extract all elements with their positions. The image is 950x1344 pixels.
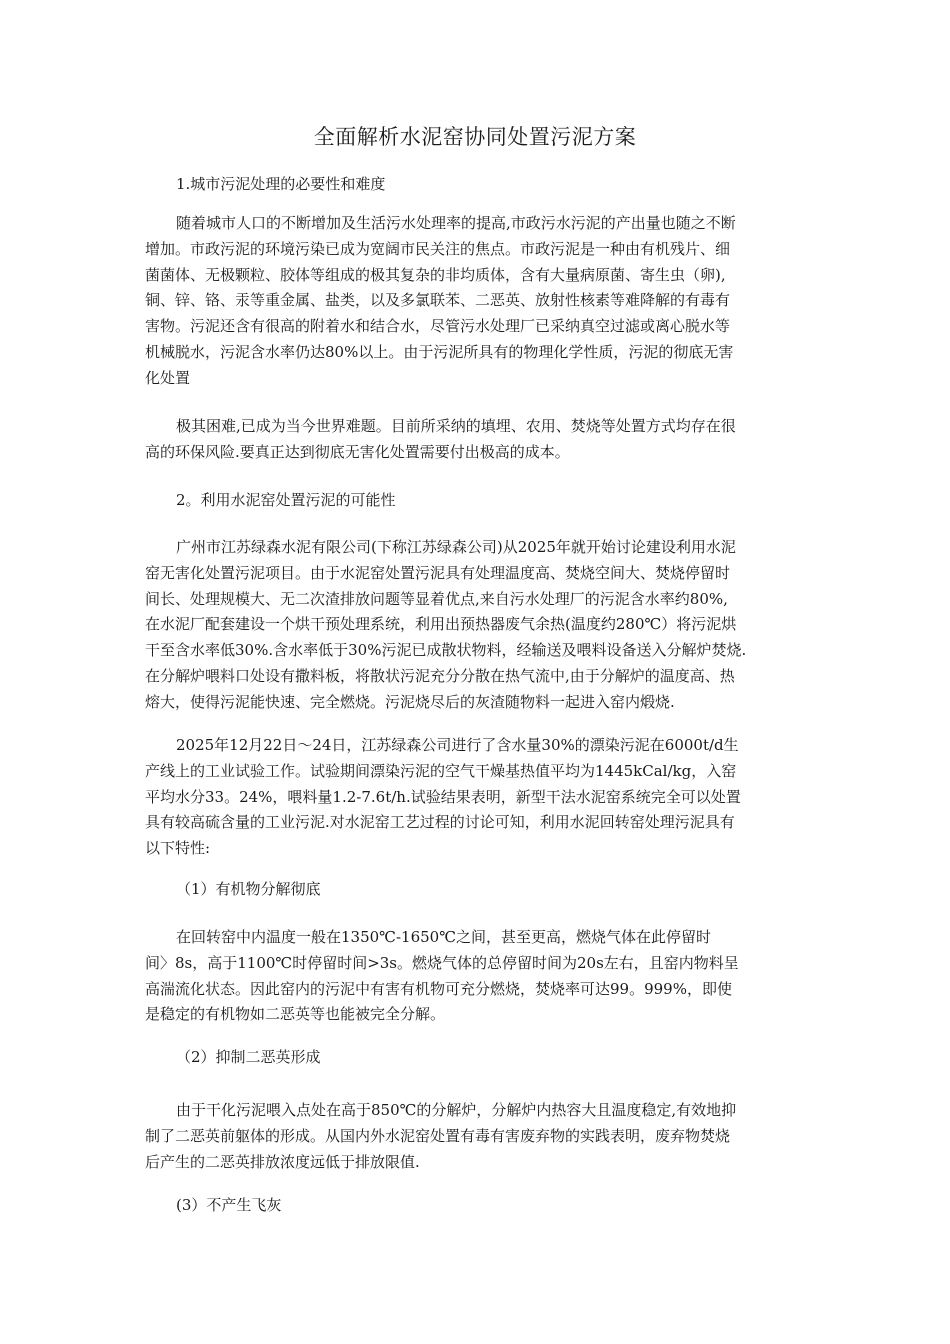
text-line: 窑无害化处置污泥项目。由于水泥窑处置污泥具有处理温度高、焚烧空间大、焚烧停留时 [145, 563, 731, 582]
text-line: 后产生的二恶英排放浓度远低于排放限值. [145, 1152, 420, 1171]
text-line: 具有较高硫含量的工业污泥.对水泥窑工艺过程的讨论可知，利用水泥回转窑处理污泥具有 [145, 813, 735, 832]
section-heading-4: （2）抑制二恶英形成 [176, 1048, 321, 1066]
paragraph-3-1 [145, 925, 813, 1028]
paragraph-4-1 [145, 1098, 813, 1175]
paragraph-2-2 [145, 733, 813, 862]
text-line: 机械脱水，污泥含水率仍达80%以上。由于污泥所具有的物理化学性质，污泥的彻底无害 [145, 342, 734, 361]
section-heading-3: （1）有机物分解彻底 [176, 880, 321, 898]
text-line: 化处置 [145, 368, 191, 387]
text-line: 在水泥厂配套建设一个烘干预处理系统，利用出预热器废气余热(温度约280℃）将污泥烘 [145, 615, 737, 634]
text-line: 熔大，使得污泥能快速、完全燃烧。污泥烧尽后的灰渣随物料一起进入窑内煅烧. [145, 692, 675, 711]
text-line: 随着城市人口的不断增加及生活污水处理率的提高,市政污水污泥的产出量也随之不断 [176, 214, 736, 232]
text-line: 极其困难,已成为当今世界难题。目前所采纳的填埋、农用、焚烧等处置方式均存在很 [176, 417, 736, 435]
section-heading-1: 1.城市污泥处理的必要性和难度 [176, 175, 386, 193]
document-title: 全面解析水泥窑协同处置污泥方案 [313, 125, 637, 149]
text-line: 产线上的工业试验工作。试验期间漂染污泥的空气干燥基热值平均为1445kCal/kg，入窑 [145, 761, 737, 780]
section-heading-2: 2。利用水泥窑处置污泥的可能性 [176, 491, 396, 509]
text-line: 铜、锌、铬、汞等重金属、盐类，以及多氯联苯、二恶英、放射性核素等难降解的有毒有 [145, 291, 731, 310]
text-line: 高湍流化状态。因此窑内的污泥中有害有机物可充分燃烧，焚烧率可达99。999%，即使 [145, 979, 732, 998]
text-line: 是稳定的有机物如二恶英等也能被完全分解。 [145, 1005, 446, 1024]
text-line: 间长、处理规模大、无二次渣排放问题等显着优点,来自污水处理厂的污泥含水率约80%, [145, 589, 728, 608]
text-line: 平均水分33。24%，喂料量1.2-7.6t/h.试验结果表明，新型干法水泥窑系统完全可以处置 [145, 787, 741, 806]
text-line: 制了二恶英前躯体的形成。从国内外水泥窑处置有毒有害废弃物的实践表明，废弃物焚烧 [145, 1126, 731, 1145]
paragraph-2-1 [145, 535, 813, 716]
text-line: 在分解炉喂料口处设有撒料板，将散状污泥充分分散在热气流中,由于分解炉的温度高、热 [145, 666, 735, 685]
section-heading-5: (3）不产生飞灰 [176, 1196, 282, 1214]
text-line: 2025年12月22日～24日，江苏绿森公司进行了含水量30%的漂染污泥在6000t/d生 [176, 736, 739, 754]
text-line: 广州市江苏绿森水泥有限公司(下称江苏绿森公司)从2025年就开始讨论建设利用水泥 [176, 538, 736, 556]
text-line: 高的环保风险.要真正达到彻底无害化处置需要付出极高的成本。 [145, 442, 570, 461]
text-line: 干至含水率低30%.含水率低于30%污泥已成散状物料，经输送及喂料设备送入分解炉焚烧. [145, 641, 747, 660]
paragraph-1-1 [145, 211, 813, 392]
text-line: 害物。污泥还含有很高的附着水和结合水，尽管污水处理厂已采纳真空过滤或离心脱水等 [145, 317, 731, 336]
text-line: 以下特性: [145, 839, 211, 858]
text-line: 在回转窑中内温度一般在1350℃-1650℃之间，甚至更高，燃烧气体在此停留时 [176, 928, 711, 946]
text-line: 由于干化污泥喂入点处在高于850℃的分解炉，分解炉内热容大且温度稳定,有效地抑 [176, 1101, 737, 1119]
text-line: 菌菌体、无极颗粒、胶体等组成的极其复杂的非均质体，含有大量病原菌、寄生虫（卵), [145, 265, 726, 284]
paragraph-1-2 [145, 414, 813, 466]
text-line: 间〉8s，高于1100℃时停留时间>3s。燃烧气体的总停留时间为20s左右，且窑内物料呈 [145, 953, 739, 972]
text-line: 增加。市政污泥的环境污染已成为宽阔市民关注的焦点。市政污泥是一种由有机残片、细 [145, 239, 731, 258]
